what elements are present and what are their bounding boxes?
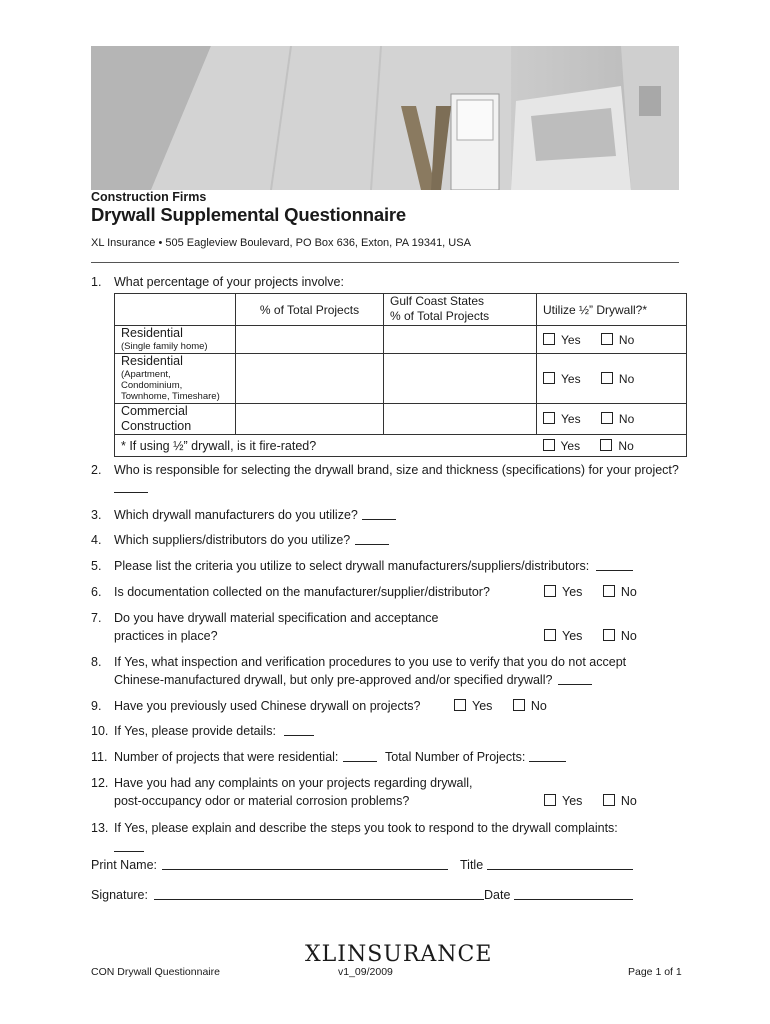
no-checkbox[interactable]	[600, 439, 612, 451]
question-text: Number of projects that were residential:	[114, 750, 339, 764]
no-checkbox[interactable]	[603, 585, 615, 597]
question-text: Which drywall manufacturers do you utilize?	[114, 508, 358, 522]
yes-label: Yes	[561, 412, 581, 426]
no-checkbox[interactable]	[601, 412, 613, 424]
row-label: Residential	[121, 354, 183, 368]
question-text: Do you have drywall material specification and acceptance	[114, 611, 439, 625]
yes-checkbox[interactable]	[544, 585, 556, 597]
title-label: Title	[460, 858, 484, 872]
drywall-choice-cell	[537, 326, 687, 354]
question-text: Which suppliers/distributors do you utilize?	[114, 533, 351, 547]
column-header: Utilize ½” Drywall?*	[537, 294, 687, 326]
yes-label: Yes	[561, 371, 581, 386]
row-sublabel: (Single family home)	[121, 341, 208, 352]
pct-gulf-cell[interactable]	[384, 404, 537, 435]
table-header-blank	[115, 294, 236, 326]
yes-checkbox[interactable]	[543, 333, 555, 345]
no-label: No	[530, 699, 547, 713]
column-header	[384, 294, 537, 326]
footer-version: v1_09/2009	[338, 966, 393, 978]
answer-blank[interactable]	[362, 507, 396, 520]
pct-gulf-cell[interactable]	[384, 326, 537, 354]
question-text: Is documentation collected on the manufacturer/supplier/distributor?	[114, 585, 490, 599]
total-projects-label: Total Number of Projects:	[385, 750, 526, 764]
date-label: Date	[484, 888, 511, 902]
answer-blank[interactable]	[355, 532, 389, 545]
question-number: 9.	[91, 699, 102, 713]
total-projects-blank[interactable]	[529, 749, 566, 762]
print-name-label: Print Name:	[91, 858, 157, 872]
company-address: XL Insurance • 505 Eagleview Boulevard, PO Box 636, Exton, PA 19341, USA	[91, 237, 471, 249]
question-text: Have you previously used Chinese drywall on projects?	[114, 699, 421, 713]
no-checkbox[interactable]	[603, 794, 615, 806]
question-number: 2.	[91, 463, 102, 477]
question-number: 7.	[91, 611, 102, 625]
no-checkbox[interactable]	[601, 333, 613, 345]
projects-table	[114, 293, 687, 457]
pct-total-cell[interactable]	[236, 354, 384, 404]
no-label: No	[618, 332, 635, 347]
xl-insurance-logo: XLINSURANCE	[305, 942, 493, 967]
pct-total-cell[interactable]	[236, 326, 384, 354]
yes-label: Yes	[562, 794, 583, 808]
no-label: No	[618, 371, 635, 386]
yes-no-group	[544, 627, 637, 645]
yes-no-group	[544, 792, 637, 810]
no-checkbox[interactable]	[601, 372, 613, 384]
yes-checkbox[interactable]	[543, 372, 555, 384]
date-field[interactable]	[514, 887, 633, 900]
pct-total-cell[interactable]	[236, 404, 384, 435]
footer-form-name: CON Drywall Questionnaire	[91, 966, 220, 978]
question-text: Please list the criteria you utilize to select drywall manufacturers/suppliers/distributors:	[114, 559, 590, 573]
yes-no-group	[454, 697, 547, 715]
header-photo	[91, 46, 679, 190]
signature-label: Signature:	[91, 888, 148, 902]
column-header-line: Gulf Coast States	[390, 294, 485, 308]
yes-label: Yes	[472, 699, 493, 713]
no-label: No	[620, 629, 637, 643]
row-label-cell	[115, 404, 236, 435]
pct-gulf-cell[interactable]	[384, 354, 537, 404]
question-text: post-occupancy odor or material corrosion problems?	[114, 794, 410, 808]
row-label: Construction	[121, 419, 192, 433]
header-divider	[91, 262, 679, 263]
title-field[interactable]	[487, 857, 633, 870]
question-text: If Yes, please provide details:	[114, 724, 276, 738]
row-sublabel: Townhome, Timeshare)	[121, 391, 220, 402]
answer-blank[interactable]	[558, 672, 592, 685]
no-label: No	[620, 794, 637, 808]
question-number: 10.	[91, 724, 109, 738]
question-number: 3.	[91, 508, 102, 522]
answer-blank[interactable]	[114, 480, 148, 493]
fire-rated-question: * If using ½” drywall, is it fire-rated?	[115, 435, 537, 457]
question-text: If Yes, what inspection and verification procedures to you use to verify that you do not accept	[114, 655, 627, 669]
row-label-cell	[115, 354, 236, 404]
row-sublabel: Condominium,	[121, 380, 183, 391]
yes-checkbox[interactable]	[543, 439, 555, 451]
question-text: Have you had any complaints on your projects regarding drywall,	[114, 776, 473, 790]
yes-checkbox[interactable]	[544, 629, 556, 641]
no-label: No	[620, 585, 637, 599]
question-number: 4.	[91, 533, 102, 547]
yes-label: Yes	[561, 332, 581, 347]
drywall-choice-cell	[537, 404, 687, 435]
residential-count-blank[interactable]	[343, 749, 377, 762]
answer-blank[interactable]	[114, 839, 144, 852]
row-label-cell	[115, 326, 236, 354]
question-number: 6.	[91, 585, 102, 599]
question-text: What percentage of your projects involve:	[114, 275, 344, 289]
row-label: Commercial	[121, 404, 188, 418]
no-label: No	[618, 412, 635, 426]
yes-label: Yes	[562, 585, 583, 599]
answer-blank[interactable]	[596, 558, 633, 571]
yes-checkbox[interactable]	[454, 699, 466, 711]
question-number: 12.	[91, 776, 109, 790]
question-text: Who is responsible for selecting the drywall brand, size and thickness (specifications) for your project?	[114, 463, 679, 477]
category-label: Construction Firms	[91, 190, 207, 204]
no-checkbox[interactable]	[513, 699, 525, 711]
yes-no-group	[544, 583, 637, 601]
print-name-field[interactable]	[162, 857, 448, 870]
column-header-line: % of Total Projects	[390, 309, 490, 323]
signature-field[interactable]	[154, 887, 484, 900]
column-header: % of Total Projects	[236, 294, 384, 326]
row-label: Residential	[121, 326, 183, 340]
footer-page-number: Page 1 of 1	[628, 966, 682, 978]
question-number: 13.	[91, 821, 109, 835]
no-checkbox[interactable]	[603, 629, 615, 641]
fire-rated-choice-cell	[537, 435, 687, 457]
yes-checkbox[interactable]	[544, 794, 556, 806]
yes-checkbox[interactable]	[543, 412, 555, 424]
page-title: Drywall Supplemental Questionnaire	[91, 204, 406, 225]
question-number: 11.	[91, 750, 108, 764]
question-number: 5.	[91, 559, 102, 573]
drywall-choice-cell	[537, 354, 687, 404]
no-label: No	[618, 438, 634, 453]
answer-blank[interactable]	[284, 723, 314, 736]
question-number: 8.	[91, 655, 102, 669]
question-text: practices in place?	[114, 629, 218, 643]
yes-label: Yes	[562, 629, 583, 643]
question-text: Chinese-manufactured drywall, but only pre-approved and/or specified drywall?	[114, 673, 553, 687]
row-sublabel: (Apartment,	[121, 369, 171, 380]
question-number: 1.	[91, 275, 102, 289]
question-text: If Yes, please explain and describe the steps you took to respond to the drywall complaints:	[114, 821, 618, 835]
yes-label: Yes	[560, 438, 581, 453]
